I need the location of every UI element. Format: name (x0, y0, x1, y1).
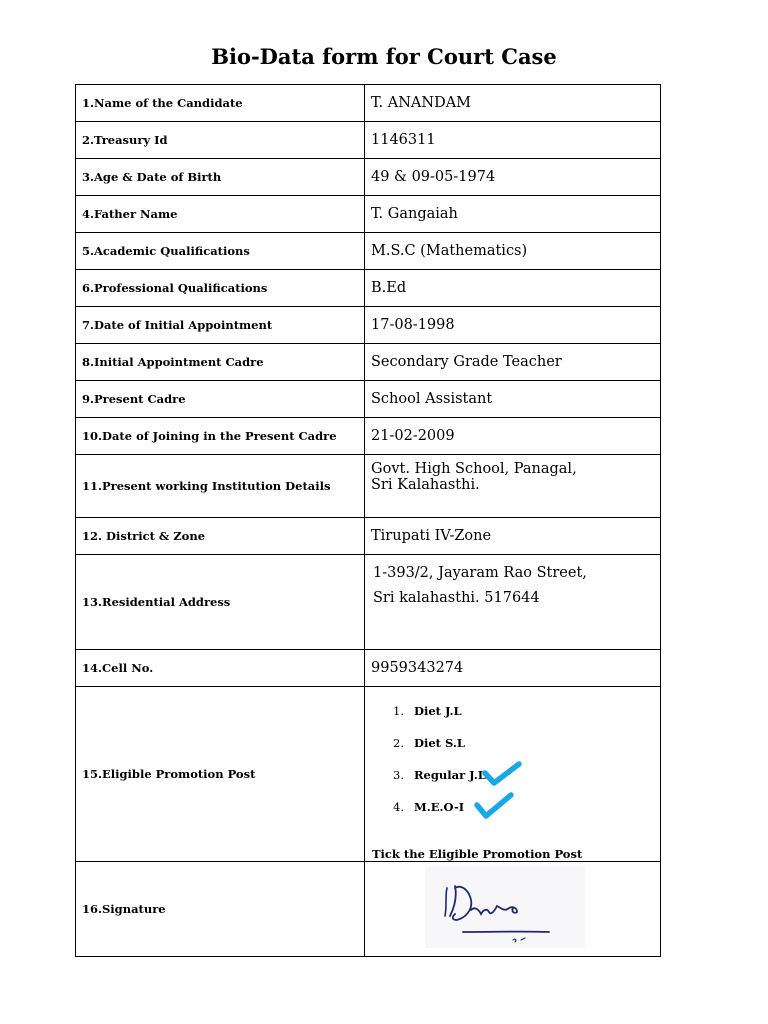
field-label: 7.Date of Initial Appointment (76, 307, 365, 344)
table-row (76, 650, 661, 687)
promotion-options-list (393, 704, 486, 832)
table-row (76, 122, 661, 159)
promotion-option (393, 800, 486, 832)
field-value: 17-08-1998 (365, 307, 661, 344)
field-value: B.Ed (365, 270, 661, 307)
table-row (76, 862, 661, 957)
field-label: 12. District & Zone (76, 518, 365, 555)
field-label: 2.Treasury Id (76, 122, 365, 159)
field-label: 16.Signature (76, 862, 365, 957)
field-value: School Assistant (365, 381, 661, 418)
field-value: M.S.C (Mathematics) (365, 233, 661, 270)
table-row (76, 196, 661, 233)
address-line: Sri kalahasthi. 517644 (373, 590, 540, 606)
field-label: 14.Cell No. (76, 650, 365, 687)
table-row (76, 418, 661, 455)
field-value (365, 555, 661, 650)
field-value (365, 455, 661, 518)
option-number: 3. (393, 768, 404, 782)
option-number: 2. (393, 736, 404, 750)
field-label: 10.Date of Joining in the Present Cadre (76, 418, 365, 455)
field-label: 1.Name of the Candidate (76, 85, 365, 122)
table-row (76, 555, 661, 650)
field-value: Secondary Grade Teacher (365, 344, 661, 381)
field-label: 9.Present Cadre (76, 381, 365, 418)
option-label: Regular J.L (414, 768, 486, 782)
field-value: T. ANANDAM (365, 85, 661, 122)
signature-image (425, 866, 585, 948)
promotion-option (393, 704, 486, 736)
option-label: Diet S.L (414, 736, 465, 750)
field-label: 8.Initial Appointment Cadre (76, 344, 365, 381)
address-line: 1-393/2, Jayaram Rao Street, (373, 565, 587, 581)
field-label: 15.Eligible Promotion Post (76, 687, 365, 862)
checkmark-icon (473, 790, 515, 822)
field-label: 6.Professional Qualifications (76, 270, 365, 307)
table-row (76, 455, 661, 518)
field-value: 9959343274 (365, 650, 661, 687)
table-row (76, 307, 661, 344)
field-value: 49 & 09-05-1974 (365, 159, 661, 196)
promotion-options-cell (365, 687, 661, 862)
table-row (76, 159, 661, 196)
table-row (76, 381, 661, 418)
field-value: T. Gangaiah (365, 196, 661, 233)
table-row (76, 233, 661, 270)
promotion-option (393, 736, 486, 768)
table-row (76, 270, 661, 307)
signature-cell (365, 862, 661, 957)
table-row (76, 687, 661, 862)
field-label: 4.Father Name (76, 196, 365, 233)
option-label: M.E.O-I (414, 800, 465, 814)
field-value: 1146311 (365, 122, 661, 159)
institution-line: Govt. High School, Panagal, (371, 461, 577, 477)
option-number: 4. (393, 800, 404, 814)
field-value: 21-02-2009 (365, 418, 661, 455)
bio-data-table (75, 84, 661, 957)
field-value: Tirupati IV-Zone (365, 518, 661, 555)
table-row (76, 85, 661, 122)
field-label: 13.Residential Address (76, 555, 365, 650)
table-row (76, 344, 661, 381)
field-label: 11.Present working Institution Details (76, 455, 365, 518)
form-title: Bio-Data form for Court Case (211, 44, 557, 69)
field-label: 5.Academic Qualifications (76, 233, 365, 270)
table-row (76, 518, 661, 555)
option-label: Diet J.L (414, 704, 462, 718)
promotion-option (393, 768, 486, 800)
option-number: 1. (393, 704, 404, 718)
checkmark-icon (481, 759, 523, 789)
field-label: 3.Age & Date of Birth (76, 159, 365, 196)
promotion-note: Tick the Eligible Promotion Post (372, 847, 583, 861)
institution-line: Sri Kalahasthi. (371, 477, 480, 493)
